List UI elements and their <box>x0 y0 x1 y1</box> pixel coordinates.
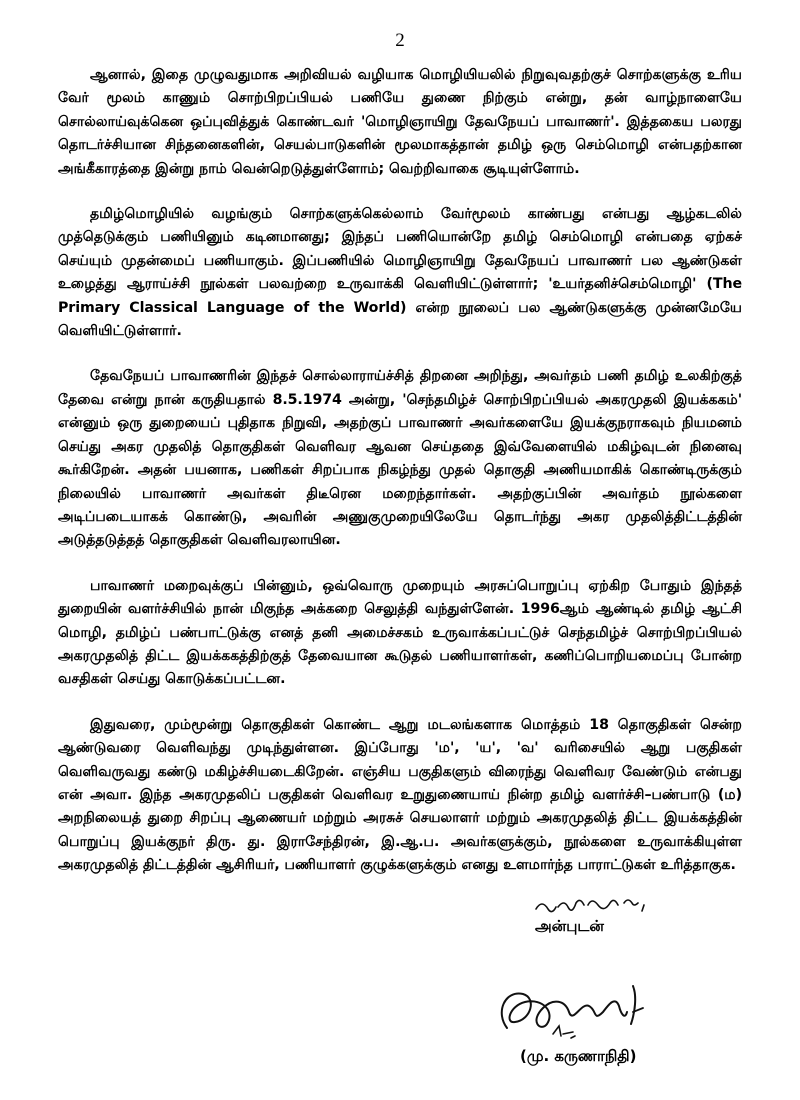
paragraph: தமிழ்மொழியில் வழங்கும் சொற்களுக்கெல்லாம் வேர்மூலம் காண்பது என்பது ஆழ்கடலில் முத்தெடுக்கும் பணியினும் கடினமானது; இந்தப் பணியொன்றே தமிழ் செம்மொழி என்பதை ஏற்கச் செய்யும் முதன்மைப் பணியாகும். இப்பணியில் மொழிஞாயிறு தேவநேயப் பாவாணர் பல ஆண்டுகள் உழைத்து ஆராய்ச்சி நூல்கள் பலவற்றை உருவாக்கி வெளியிட்டுள்ளார்; 'உயர்தனிச்செம்மொழி' (The Primary Classical Language of the World) என்ற நூலைப் பல ஆண்டுகளுக்கு முன்னமேயே வெளியிட்டுள்ளார். <box>58 206 742 340</box>
paragraph: பாவாணர் மறைவுக்குப் பின்னும், ஒவ்வொரு முறையும் அரசுப்பொறுப்பு ஏற்கிற போதும் இந்தத் துறையின் வளர்ச்சியில் நான் மிகுந்த அக்கறை செலுத்தி வந்துள்ளேன். 1996ஆம் ஆண்டில் தமிழ் ஆட்சி மொழி, தமிழ்ப் பண்பாட்டுக்கு எனத் தனி அமைச்சகம் உருவாக்கப்பட்டுச் செந்தமிழ்ச் சொற்பிறப்பியல் அகரமுதலித் திட்ட இயக்ககத்திற்குத் தேவையான கூடுதல் பணியாளர்கள், கணிப்பொறியமைப்பு போன்ற வசதிகள் செய்து கொடுக்கப்பட்டன. <box>58 577 742 688</box>
handwritten-closing <box>532 893 652 919</box>
paragraph: இதுவரை, மும்மூன்று தொகுதிகள் கொண்ட ஆறு மடலங்களாக மொத்தம் 18 தொகுதிகள் சென்ற ஆண்டுவரை வெளிவந்து முடிந்துள்ளன. இப்போது 'ம', 'ய', 'வ' வரிசையில் ஆறு பகுதிகள் வெளிவருவது கண்டு மகிழ்ச்சியடைகிறேன். எஞ்சிய பகுதிகளும் விரைந்து வெளிவர வேண்டும் என்பது என் அவா. இந்த அகரமுதலிப் பகுதிகள் வெளிவர உறுதுணையாய் நின்ற தமிழ் வளர்ச்சி–பண்பாடு (ம) அறநிலையத் துறை சிறப்பு ஆணையர் மற்றும் அரசுச் செயலாளர் மற்றும் அகரமுதலித் திட்ட இயக்கத்தின் பொறுப்பு இயக்குநர் திரு. து. இராசேந்திரன், இ.ஆ.ப. அவர்களுக்கும், நூல்களை உருவாக்கியுள்ள அகரமுதலித் திட்டத்தின் ஆசிரியர், பணியாளர் குழுக்களுக்கும் எனது உளமார்ந்த பாராட்டுகள் உரித்தாகுக. <box>58 716 742 874</box>
letter-body <box>58 64 742 900</box>
signature <box>485 972 655 1050</box>
paragraph: ஆனால், இதை முழுவதுமாக அறிவியல் வழியாக மொழியியலில் நிறுவுவதற்குச் சொற்களுக்கு உரிய வேர் மூலம் காணும் சொற்பிறப்பியல் பணியே துணை நிற்கும் என்று, தன் வாழ்நாளையே சொல்லாய்வுக்கென ஒப்புவித்துக் கொண்டவர் 'மொழிஞாயிறு தேவநேயப் பாவாணர்'. இத்தகைய பலரது தொடர்ச்சியான சிந்தனைகளின், செயல்பாடுகளின் மூலமாகத்தான் தமிழ் ஒரு செம்மொழி என்பதற்கான அங்கீகாரத்தை இன்று நாம் வென்றெடுத்துள்ளோம்; வெற்றிவாகை சூடியுள்ளோம். <box>58 67 742 177</box>
page-number: 2 <box>395 30 405 51</box>
paragraph: தேவநேயப் பாவாணரின் இந்தச் சொல்லாராய்ச்சித் திறனை அறிந்து, அவர்தம் பணி தமிழ் உலகிற்குத் தேவை என்று நான் கருதியதால் 8.5.1974 அன்று, 'செந்தமிழ்ச் சொற்பிறப்பியல் அகரமுதலி இயக்ககம்' என்னும் ஒரு துறையைப் புதிதாக நிறுவி, அதற்குப் பாவாணர் அவர்களையே இயக்குநராகவும் நியமனம் செய்து அகர முதலித் தொகுதிகள் வெளிவர ஆவன செய்ததை இவ்வேளையில் மகிழ்வுடன் நினைவு கூர்கிறேன். அதன் பயனாக, பணிகள் சிறப்பாக நிகழ்ந்து முதல் தொகுதி அணியமாகிக் கொண்டிருக்கும் நிலையில் பாவாணர் அவர்கள் திடீரென மறைந்தார்கள். அதற்குப்பின் அவர்தம் நூல்களை அடிப்படையாகக் கொண்டு, அவரின் அணுகுமுறையிலேயே தொடர்ந்து அகர முதலித்திட்டத்தின் அடுத்தடுத்தத் தொகுதிகள் வெளிவரலாயின. <box>58 368 742 549</box>
signatory-name: (மு. கருணாநிதி) <box>520 1047 637 1065</box>
closing-text: அன்புடன் <box>535 917 604 935</box>
